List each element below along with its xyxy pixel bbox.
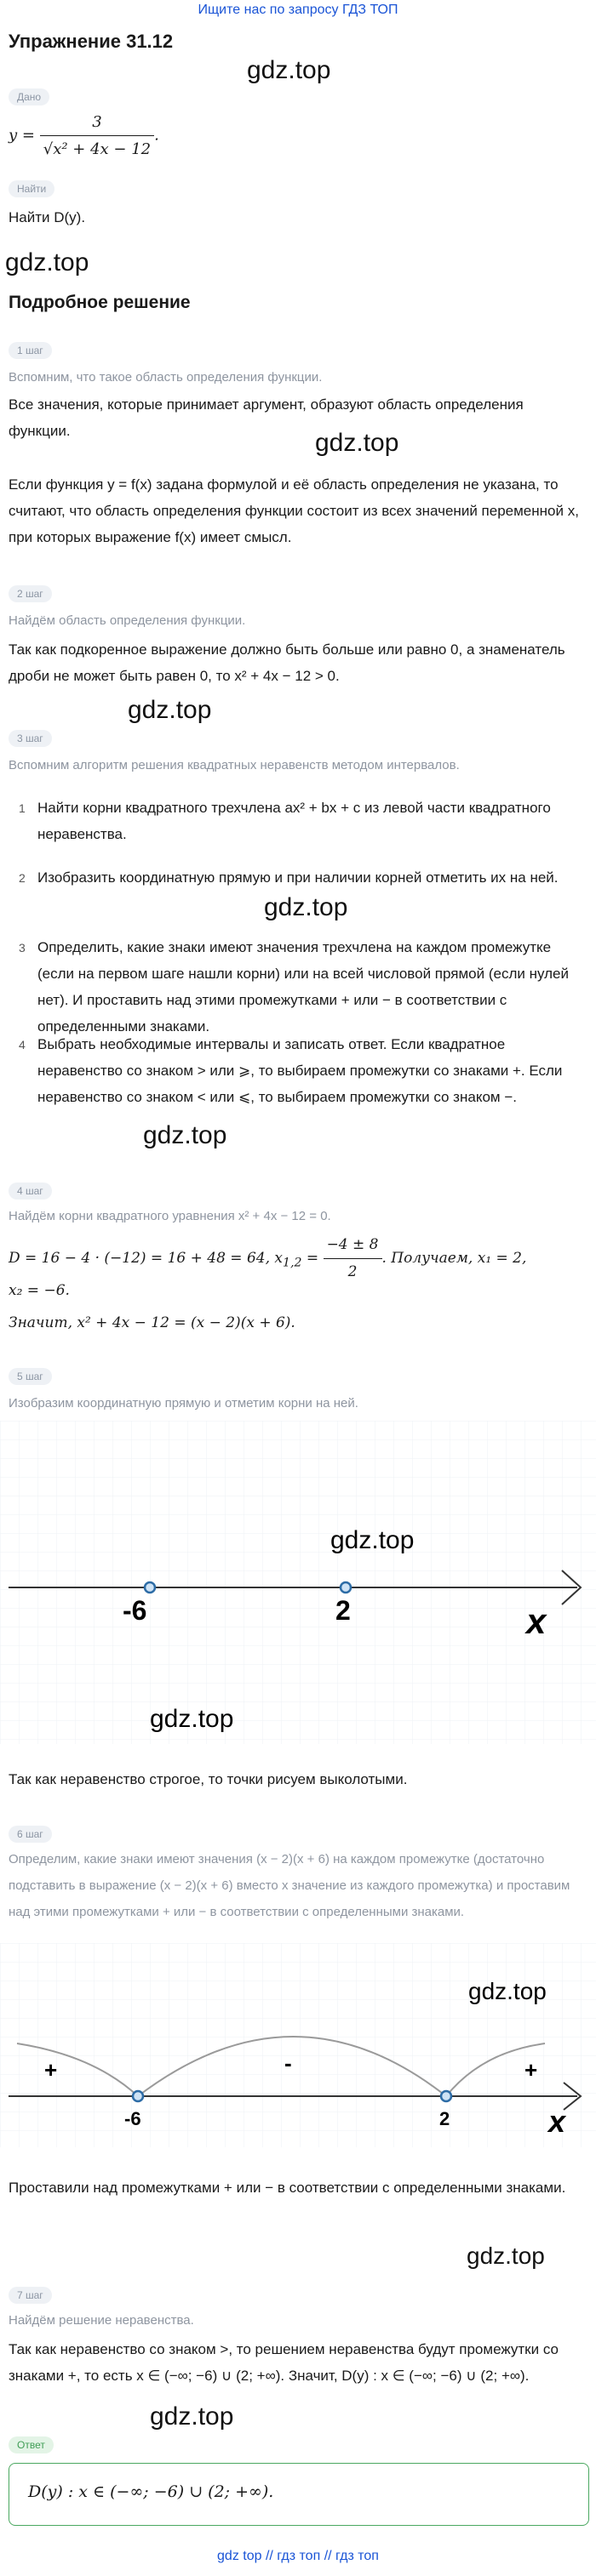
list-number: 3: [19, 941, 26, 955]
solution-heading: Подробное решение: [9, 293, 191, 312]
watermark: gdz.top: [150, 2402, 234, 2431]
sign-plus-left: +: [44, 2057, 58, 2083]
step-3-hint: Вспомним алгоритм решения квадратных неравенств методом интервалов.: [9, 758, 460, 772]
step-4-line2: x₂ = −6.: [9, 1282, 70, 1299]
given-label: Дано: [9, 88, 49, 105]
watermark: gdz.top: [467, 2243, 545, 2269]
step-2-hint: Найдём область определения функции.: [9, 613, 246, 628]
watermark: gdz.top: [264, 893, 348, 921]
step-3-label: 3 шаг: [9, 730, 52, 747]
step-5-hint: Изобразим координатную прямую и отметим корни на ней.: [9, 1396, 358, 1411]
algorithm-item-3: Определить, какие знаки имеют значения трехчлена на каждом промежутке (если на первом шаге нашли корни) или на всей числовой прямой (если нулей нет). И проставить над этими промежутками + или − в соответствии с определенными знаками.: [37, 939, 569, 1034]
step-1-label: 1 шаг: [9, 342, 52, 359]
number-line-figure-2: [0, 1943, 596, 2147]
axis-label-x: x: [526, 1601, 547, 1641]
answer-box: [9, 2463, 589, 2526]
step-2-label: 2 шаг: [9, 585, 52, 602]
step-2-p1: Так как подкоренное выражение должно быть больше или равно 0, а знаменатель дроби не может быть равен 0, то x² + 4x − 12 > 0.: [9, 641, 565, 684]
watermark: gdz.top: [315, 429, 399, 457]
find-text: Найти D(y).: [9, 209, 86, 225]
footer-links[interactable]: gdz top // гдз топ // гдз топ: [217, 2549, 379, 2563]
root-label-minus6: -6: [124, 2108, 141, 2129]
root-point-2: [441, 2091, 451, 2101]
page-title: Упражнение 31.12: [9, 31, 174, 52]
step-4-line3: Значит, x² + 4x − 12 = (x − 2)(x + 6).: [9, 1314, 295, 1331]
step-1-hint: Вспомним, что такое область определения функции.: [9, 370, 323, 385]
watermark: gdz.top: [128, 696, 212, 724]
root-label-2: 2: [335, 1595, 351, 1626]
step-1-p2: Если функция y = f(x) задана формулой и её область определения не указана, то считают, что область определения функции состоит из всех значений переменной x, при которых выражение f(x) имеет смысл.: [9, 476, 579, 545]
list-number: 2: [19, 871, 26, 885]
given-formula: y = $\frac{3}{\text{√x² + 4x − 12}}$ .: [9, 109, 587, 162]
watermark: gdz.top: [150, 1705, 234, 1733]
algorithm-item-1: Найти корни квадратного трехчлена ax² + bx + c из левой части квадратного неравенства.: [37, 800, 551, 842]
watermark: gdz.top: [5, 248, 89, 276]
watermark: gdz.top: [247, 56, 331, 84]
grid-background: [0, 1421, 596, 1744]
sign-plus-right: +: [524, 2057, 538, 2083]
top-banner[interactable]: Ищите нас по запросу ГДЗ ТОП: [198, 3, 398, 17]
watermark: gdz.top: [468, 1978, 547, 2004]
answer-label: Ответ: [9, 2436, 54, 2453]
root-point-minus6: [145, 1582, 155, 1593]
step-5-after: Так как неравенство строгое, то точки рисуем выколотыми.: [9, 1771, 408, 1787]
step-6-after: Проставили над промежутками + или − в соответствии с определенными знаками.: [9, 2180, 566, 2196]
step-1-p1: Все значения, которые принимает аргумент, образуют область определения функции.: [9, 396, 524, 439]
list-number: 4: [19, 1038, 26, 1051]
step-7-label: 7 шаг: [9, 2287, 52, 2304]
number-line-figure-1: [0, 1421, 596, 1744]
step-7-p1: Так как неравенство со знаком >, то решением неравенства будут промежутки со знаками +, то есть x ∈ (−∞; −6) ∪ (2; +∞). Значит, D(y) : x ∈ (−∞; −6) ∪ (2; +∞).: [9, 2341, 559, 2384]
sign-minus-middle: -: [284, 2050, 292, 2076]
answer-text: D(y) : x ∈ (−∞; −6) ∪ (2; +∞).: [28, 2482, 274, 2501]
watermark: gdz.top: [330, 1526, 415, 1554]
root-label-2: 2: [439, 2108, 450, 2129]
root-point-2: [341, 1582, 351, 1593]
step-4-label: 4 шаг: [9, 1183, 52, 1200]
list-number: 1: [19, 801, 26, 815]
root-label-minus6: -6: [123, 1595, 147, 1626]
step-7-hint: Найдём решение неравенства.: [9, 2313, 194, 2328]
step-4-hint: Найдём корни квадратного уравнения x² + 4x − 12 = 0.: [9, 1209, 331, 1223]
step-5-label: 5 шаг: [9, 1368, 52, 1385]
watermark: gdz.top: [143, 1121, 227, 1149]
find-label: Найти: [9, 180, 54, 197]
step-6-label: 6 шаг: [9, 1826, 52, 1843]
axis-label-x: x: [548, 2104, 566, 2139]
step-6-hint: Определим, какие знаки имеют значения (x − 2)(x + 6) на каждом промежутке (достаточно подставить в выражение (x − 2)(x + 6) вместо x значение из каждого промежутка) и проставим над этими промежутками + или − в соответствии с определенными знаками.: [9, 1852, 570, 1919]
grid-background: [0, 1943, 596, 2147]
algorithm-item-2: Изобразить координатную прямую и при наличии корней отметить их на ней.: [37, 869, 559, 886]
algorithm-item-4: Выбрать необходимые интервалы и записать ответ. Если квадратное неравенство со знаком > или ⩾, то выбираем промежутки со знаками +. Если неравенство со знаком < или ⩽, то выбираем промежутки со знаком −.: [37, 1036, 563, 1105]
root-point-minus6: [133, 2091, 143, 2101]
step-4-line1: D = 16 − 4 · (−12) = 16 + 48 = 64, $x_{1,2}$ = $\frac{-4 \pm 8}{2}$ . Получаем, x₁ = 2,: [9, 1232, 587, 1285]
